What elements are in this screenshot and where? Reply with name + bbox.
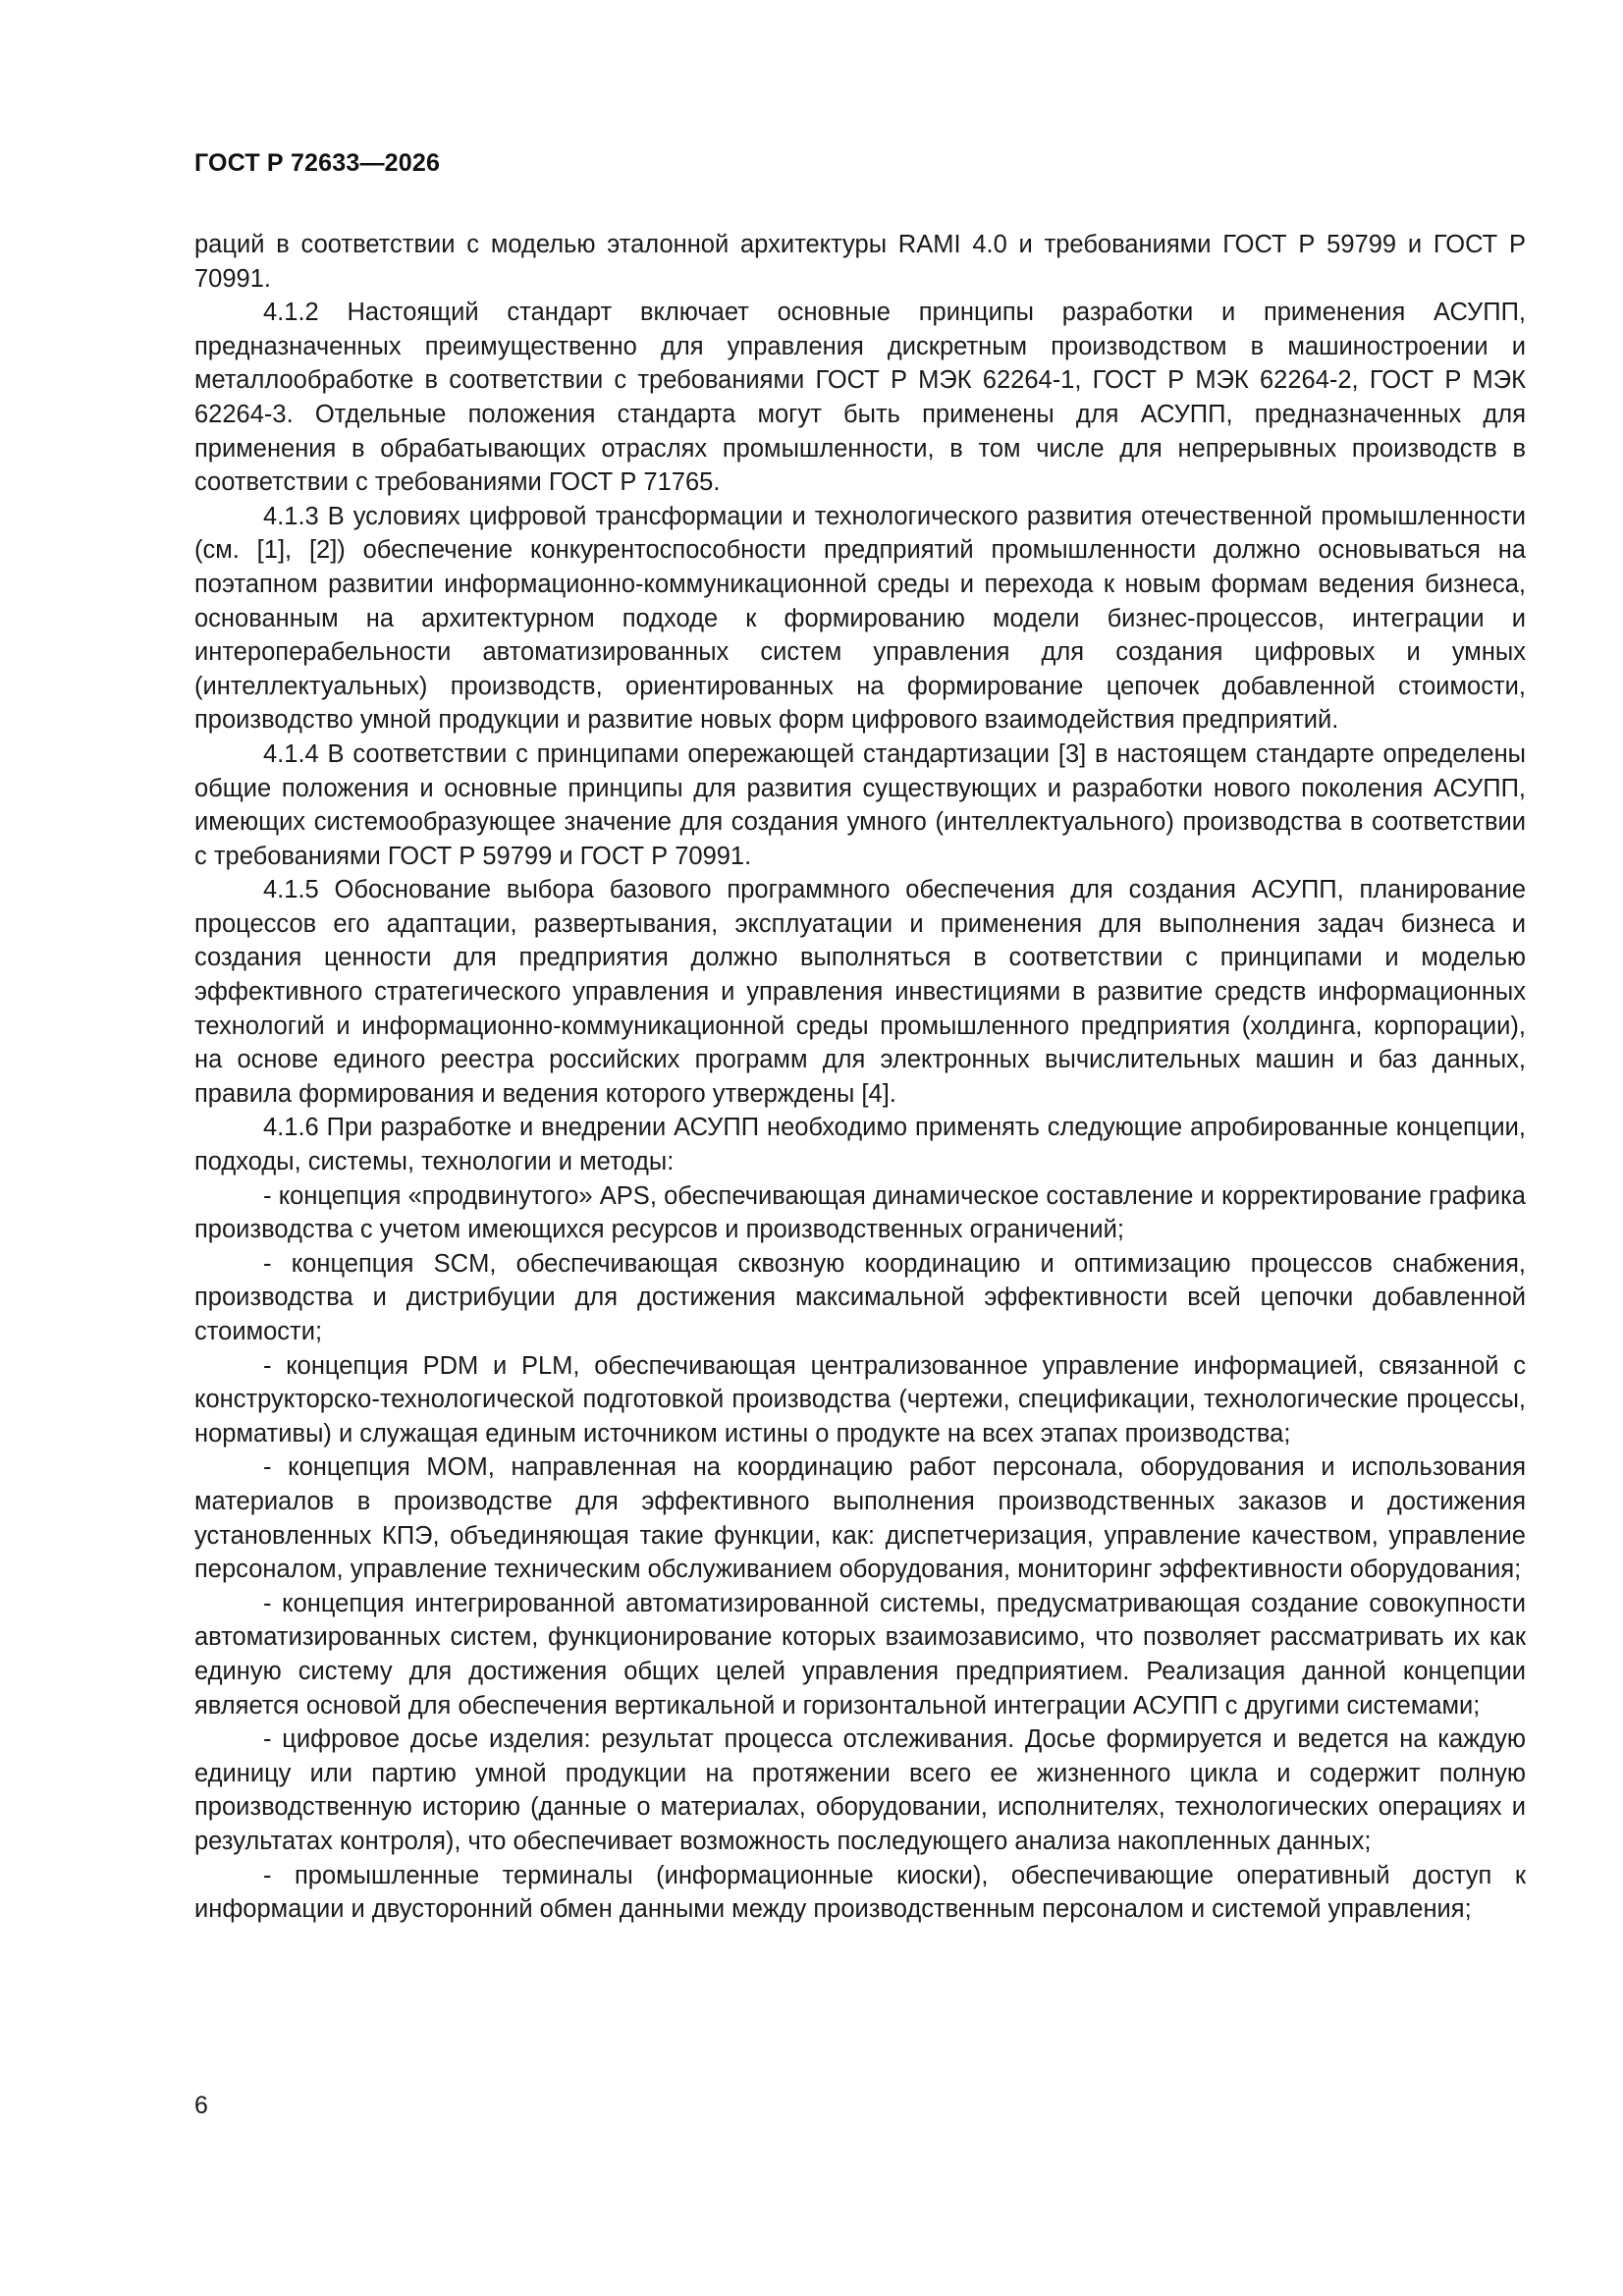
document-code-header: ГОСТ Р 72633—2026 bbox=[194, 149, 441, 177]
paragraph-4-1-5: 4.1.5 Обоснование выбора базового программного обеспечения для создания АСУПП, планирование процессов его адаптации, развертывания, эксплуатации и применения для выполнения задач бизнеса и создания ценности для предприятия должно выполняться в соответствии с принципами и моделью эффективного стратегического управления и управления инвестициями в развитие средств информационных технологий и информационно-коммуникационной среды промышленного предприятия (холдинга, корпорации), на основе единого реестра российских программ для электронных вычислительных машин и баз данных, правила формирования и ведения которого утверждены [4]. bbox=[194, 876, 1526, 1108]
document-body bbox=[194, 228, 1526, 1927]
paragraph-4-1-2: 4.1.2 Настоящий стандарт включает основные принципы разработки и применения АСУПП, предназначенных преимущественно для управления дискретным производством в машиностроении и металлообработке в соответствии с требованиями ГОСТ Р МЭК 62264-1, ГОСТ Р МЭК 62264-2, ГОСТ Р МЭК 62264-3. Отдельные положения стандарта могут быть применены для АСУПП, предназначенных для применения в обрабатывающих отраслях промышленности, в том числе для непрерывных производств в соответствии с требованиями ГОСТ Р 71765. bbox=[194, 299, 1526, 497]
paragraph-continuation: раций в соответствии с моделью эталонной архитектуры RAMI 4.0 и требованиями ГОСТ Р 59799 и ГОСТ Р 70991. bbox=[194, 231, 1526, 293]
list-item-scm: - концепция SCM, обеспечивающая сквозную координацию и оптимизацию процессов снабжения, производства и дистрибуции для достижения максимальной эффективности всей цепочки добавленной стоимости; bbox=[194, 1249, 1526, 1345]
list-item-pdm-plm: - концепция PDM и PLM, обеспечивающая централизованное управление информацией, связанной с конструкторско-технологической подготовкой производства (чертежи, спецификации, технологические процессы, нормативы) и служащая единым источником истины о продукте на всех этапах производства; bbox=[194, 1351, 1526, 1448]
page-number: 6 bbox=[194, 2092, 208, 2119]
list-item-digital-dossier: - цифровое досье изделия: результат процесса отслеживания. Досье формируется и ведется на каждую единицу или партию умной продукции на протяжении всего ее жизненного цикла и содержит полную производственную историю (данные о материалах, оборудовании, исполнителях, технологических операциях и результатах контроля), что обеспечивает возможность последующего анализа накопленных данных; bbox=[194, 1725, 1526, 1855]
paragraph-4-1-6: 4.1.6 При разработке и внедрении АСУПП необходимо применять следующие апробированные концепции, подходы, системы, технологии и методы: bbox=[194, 1114, 1526, 1176]
list-item-integrated-system: - концепция интегрированной автоматизированной системы, предусматривающая создание совокупности автоматизированных систем, функционирование которых взаимозависимо, что позволяет рассматривать их как единую систему для достижения общих целей управления предприятием. Реализация данной концепции является основой для обеспечения вертикальной и горизонтальной интеграции АСУПП с другими системами; bbox=[194, 1589, 1526, 1720]
paragraph-4-1-3: 4.1.3 В условиях цифровой трансформации и технологического развития отечественной промышленности (см. [1], [2]) обеспечение конкурентоспособности предприятий промышленности должно основываться на поэтапном развитии информационно-коммуникационной среды и перехода к новым формам ведения бизнеса, основанным на архитектурном подходе к формированию модели бизнес-процессов, интеграции и интероперабельности автоматизированных систем управления для создания цифровых и умных (интеллектуальных) производств, ориентированных на формирование цепочек добавленной стоимости, производство умной продукции и развитие новых форм цифрового взаимодействия предприятий. bbox=[194, 502, 1526, 735]
list-item-mom: - концепция MOM, направленная на координацию работ персонала, оборудования и использования материалов в производстве для эффективного выполнения производственных заказов и достижения установленных КПЭ, объединяющая такие функции, как: диспетчеризация, управление качеством, управление персоналом, управление техническим обслуживанием оборудования, мониторинг эффективности оборудования; bbox=[194, 1453, 1526, 1584]
list-item-aps: - концепция «продвинутого» APS, обеспечивающая динамическое составление и корректирование графика производства с учетом имеющихся ресурсов и производственных ограничений; bbox=[194, 1181, 1526, 1244]
paragraph-4-1-4: 4.1.4 В соответствии с принципами опережающей стандартизации [3] в настоящем стандарте определены общие положения и основные принципы для развития существующих и разработки нового поколения АСУПП, имеющих системообразующее значение для создания умного (интеллектуального) производства в соответствии с требованиями ГОСТ Р 59799 и ГОСТ Р 70991. bbox=[194, 739, 1526, 870]
list-item-industrial-terminals: - промышленные терминалы (информационные киоски), обеспечивающие оперативный доступ к информации и двусторонний обмен данными между производственным персоналом и системой управления; bbox=[194, 1861, 1526, 1924]
